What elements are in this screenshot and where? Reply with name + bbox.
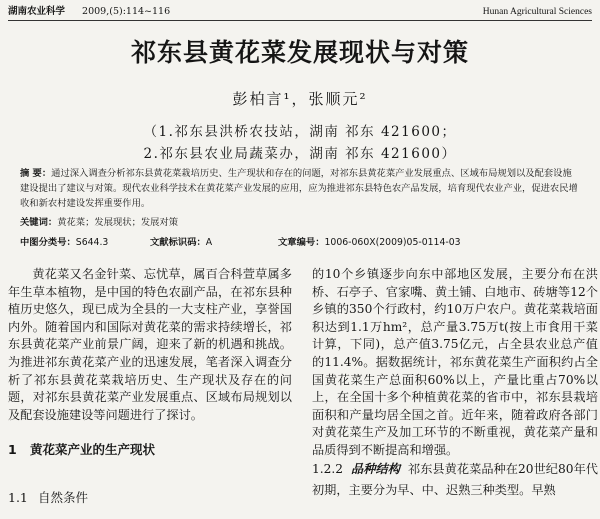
production-paragraph: 的10个乡镇逐步向东中部地区发展，主要分布在洪桥、石亭子、官家嘴、黄土铺、白地市、砖塘等12个乡镇的350个行政村，约10万户农户。黄花菜栽培面积达到1.1万hm²，总产量3.75万t(按上市食用干菜计算，下同)，总产值3.75亿元，占全县农业总产值的11.4%。据数据统计，祁东黄花菜生产面积约占全国黄花菜生产总面积60%以上，产量比重占70%以上，在全国十多个种植黄花菜的省市中，祁东县栽培面积和产量均居全国之首。近年来，随着政府各部门对黄花菜生产及加工环节的不断重视，黄花菜产量和品质得到不断提高和增强。 [312,267,598,457]
intro-paragraph: 黄花菜又名金针菜、忘忧草，属百合科萱草属多年生草本植物，是中国的特色农副产品，在祁东县种植历史悠久，现已成为全县的一大支柱产业，享誉国内外。随着国内和国际对黄花菜的需求持续增长，祁东县黄花菜产业前景广阔，迎来了新的机遇和挑战。为推进祁东黄花菜产业的迅速发展，笔者深入调查分析了祁东县黄花菜栽培历史、生产现状及存在的问题，对祁东县黄花菜产业发展重点、区域布局规划以及配套设施建设等问题进行了探讨。 [8,267,292,422]
journal-name-en: Hunan Agricultural Sciences [482,7,592,17]
affiliation-1: （1.祁东县洪桥农技站，湖南 祁东 421600； [143,124,457,140]
authors: 彭柏言¹，张顺元² [232,90,368,108]
citation: 2009,(5):114~116 [82,6,171,17]
section-1-1-number: 1.1 [8,490,28,505]
keywords-text: 黄花菜；发展现状；发展对策 [57,217,179,228]
doc-code [150,234,212,248]
section-1-2-2 [312,459,598,501]
section-1-2-2-text: 祁东县黄花菜品种在20世纪80年代初期，主要分为早、中、迟熟三种类型。早熟 [312,462,598,497]
doc-value: A [205,237,213,248]
article-title: 祁东县黄花菜发展现状与对策 [130,38,469,67]
section-1-1-heading [8,488,88,506]
article-number-label: 文章编号： [278,237,325,248]
section-1-number: 1 [8,442,17,457]
clc-number [20,234,108,248]
keywords [20,214,580,228]
clc-label: 中图分类号： [20,237,76,248]
section-1-heading [8,440,155,458]
journal-name-cn: 湖南农业科学 [8,6,66,17]
abstract-text: 通过深入调查分析祁东县黄花菜栽培历史、生产现状和存在的问题，对祁东县黄花菜产业发展重点、区域布局规划以及配套设施建设提出了建议与对策。现代农业科学技术在黄花菜产业发展的应用，应为推进祁东县特色农产品发展，培育现代农业产业，促进农民增收和新农村建设发挥重要作用。 [20,168,578,209]
article-number-value: 1006-060X(2009)05-0114-03 [324,237,461,248]
running-header [8,4,592,21]
doc-label: 文献标识码： [150,237,206,248]
abstract-label: 摘 要： [20,168,52,179]
right-column [312,266,598,460]
abstract [20,166,580,211]
section-1-title: 黄花菜产业的生产现状 [30,442,156,457]
section-1-2-2-number: 1.2.2 [312,462,344,476]
section-1-1-title: 自然条件 [38,490,89,505]
article-number [278,234,461,248]
left-column [8,266,292,424]
section-1-2-2-title: 品种结构 [351,462,400,476]
keywords-label: 关键词： [20,217,58,228]
clc-value: S644.3 [75,237,109,248]
affiliation-2: 2.祁东县农业局蔬菜办，湖南 祁东 421600） [143,146,457,162]
running-header-left [8,4,170,20]
